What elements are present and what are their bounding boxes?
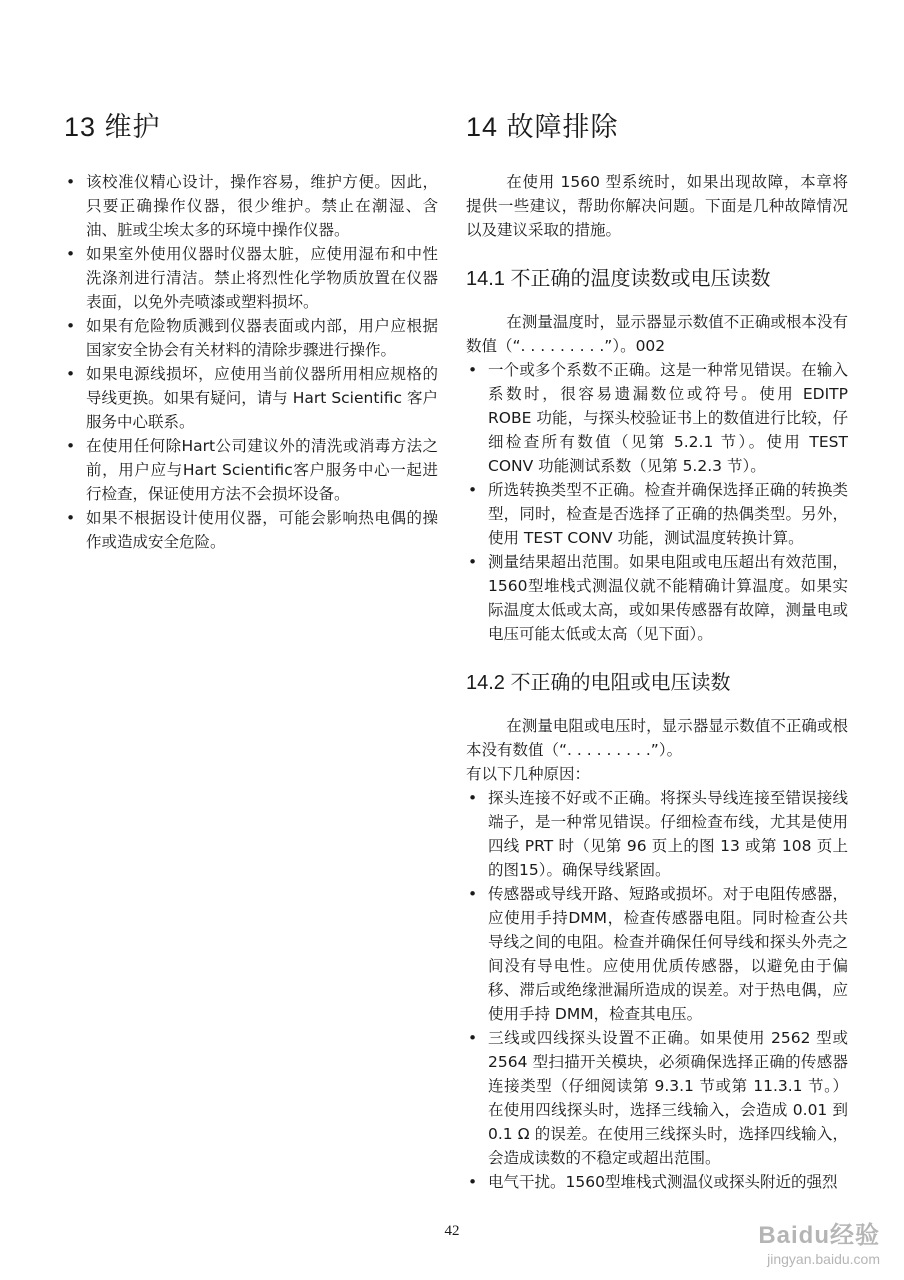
- list-item: [64, 314, 438, 362]
- list-item-text: 如果有危险物质溅到仪器表面或内部，用户应根据国家安全协会有关材料的清除步骤进行操作。: [86, 317, 438, 359]
- bullet-icon: •: [468, 1173, 478, 1191]
- subsection-title-14-2: 14.2 不正确的电阻或电压读数: [466, 672, 731, 694]
- list-item-text: 电气干扰。1560型堆栈式测温仪或探头附近的强烈: [488, 1173, 838, 1191]
- bullet-icon: •: [66, 245, 76, 263]
- list-item-text: 测量结果超出范围。如果电阻或电压超出有效范围，1560型堆栈式测温仪就不能精确计算温度。如果实际温度太低或太高，或如果传感器有故障，测量电或电压可能太低或太高（见下面）。: [488, 553, 848, 643]
- bullet-icon: •: [468, 1029, 478, 1047]
- list-item-text: 该校准仪精心设计，操作容易，维护方便。因此，只要正确操作仪器，很少维护。禁止在潮湿、含油、脏或尘埃太多的环境中操作仪器。: [86, 173, 438, 239]
- list-item: [466, 478, 848, 550]
- section-title: 13 维护: [64, 112, 161, 142]
- list-item: [64, 170, 438, 242]
- bullet-icon: •: [468, 361, 478, 379]
- list-item: [466, 1170, 848, 1194]
- list-item-text: 如果不根据设计使用仪器，可能会影响热电偶的操作或造成安全危险。: [86, 509, 438, 551]
- list-item: [64, 242, 438, 314]
- baidu-watermark: [690, 1222, 880, 1268]
- list-item-text: 在使用任何除Hart公司建议外的清洗或消毒方法之前，用户应与Hart Scientific客户服务中心一起进行检查，保证使用方法不会损坏设备。: [86, 437, 438, 503]
- intro-paragraph: 在使用 1560 型系统时，如果出现故障，本章将提供一些建议，帮助你解决问题。下面是几种故障情况以及建议采取的措施。: [466, 173, 848, 239]
- list-item-text: 如果电源线损坏，应使用当前仪器所用相应规格的导线更换。如果有疑问，请与 Hart Scientific 客户服务中心联系。: [86, 365, 438, 431]
- bullet-icon: •: [66, 365, 76, 383]
- bullet-icon: •: [66, 173, 76, 191]
- bullet-icon: •: [468, 553, 478, 571]
- watermark-url: jingyan.baidu.com: [767, 1251, 880, 1267]
- list-item: [64, 506, 438, 554]
- list-item-text: 一个或多个系数不正确。这是一种常见错误。在输入系数时，很容易遗漏数位或符号。使用 EDITP ROBE 功能，与探头校验证书上的数值进行比较，仔 细检查所有数值（见第 5.2.1 节）。使用 TEST CONV 功能测试系数（见第 5.2.3 节）。: [488, 361, 848, 475]
- section-14-troubleshooting: [466, 110, 848, 1194]
- maintenance-list: [64, 170, 438, 554]
- list-item: [466, 786, 848, 882]
- list-item-text: 三线或四线探头设置不正确。如果使用 2562 型或 2564 型扫描开关模块，必须确保选择正确的传感器连接类型（仔细阅读第 9.3.1 节或第 11.3.1 节。）在使用四线探头时，选择三线输入，会造成 0.01 到 0.1 Ω 的误差。在使用三线探头时，选择四线输入，会造成读数的不稳定或超出范围。: [488, 1029, 848, 1167]
- bullet-icon: •: [468, 885, 478, 903]
- causes-label: 有以下几种原因：: [466, 765, 591, 783]
- cause-list-14-1: [466, 358, 848, 646]
- subsection-intro: 在测量电阻或电压时，显示器显示数值不正确或根本没有数值（“. . . . . . . . .”）。: [466, 717, 848, 759]
- section-title: 14 故障排除: [466, 112, 619, 142]
- bullet-icon: •: [66, 317, 76, 335]
- subsection-intro: 在测量温度时，显示器显示数值不正确或根本没有数值（“. . . . . . . . .”）。002: [466, 313, 848, 355]
- list-item: [466, 882, 848, 1026]
- list-item: [466, 1026, 848, 1170]
- subsection-title-14-1: 14.1 不正确的温度读数或电压读数: [466, 268, 771, 290]
- section-13-maintenance: [64, 110, 438, 554]
- watermark-logo: Baidu经验: [758, 1222, 880, 1249]
- bullet-icon: •: [468, 789, 478, 807]
- list-item: [466, 358, 848, 478]
- list-item-text: 探头连接不好或不正确。将探头导线连接至错误接线端子，是一种常见错误。仔细检查布线，尤其是使用四线 PRT 时（见第 96 页上的图 13 或第 108 页上的图15）。确保导线紧固。: [488, 789, 848, 879]
- cause-list-14-2: [466, 786, 848, 1194]
- list-item-text: 所选转换类型不正确。检查并确保选择正确的转换类型，同时，检查是否选择了正确的热偶类型。另外，使用 TEST CONV 功能，测试温度转换计算。: [488, 481, 848, 547]
- list-item: [64, 362, 438, 434]
- bullet-icon: •: [66, 437, 76, 455]
- list-item: [466, 550, 848, 646]
- list-item: [64, 434, 438, 506]
- page-number: 42: [444, 1223, 460, 1239]
- list-item-text: 传感器或导线开路、短路或损坏。对于电阻传感器，应使用手持DMM，检查传感器电阻。同时检查公共导线之间的电阻。检查并确保任何导线和探头外壳之间没有导电性。应使用优质传感器，以避免由于偏移、滞后或绝缘泄漏所造成的误差。对于热电偶，应使用手持 DMM，检查其电压。: [488, 885, 848, 1023]
- bullet-icon: •: [468, 481, 478, 499]
- list-item-text: 如果室外使用仪器时仪器太脏，应使用湿布和中性洗涤剂进行清洁。禁止将烈性化学物质放置在仪器表面，以免外壳喷漆或塑料损坏。: [86, 245, 438, 311]
- bullet-icon: •: [66, 509, 76, 527]
